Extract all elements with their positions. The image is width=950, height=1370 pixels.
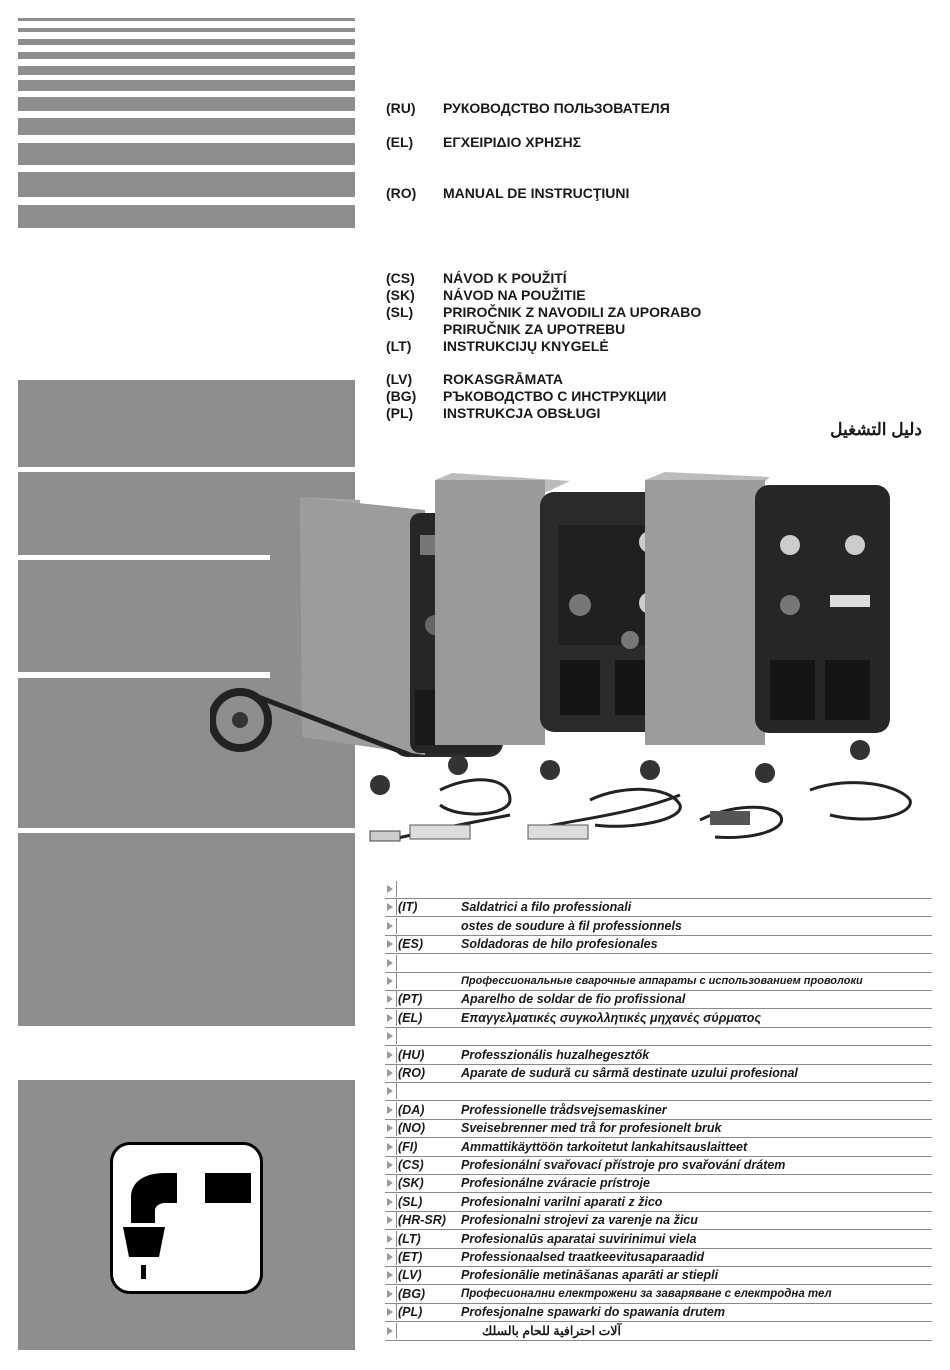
product-row: ostes de soudure à fil professionnels [385,917,932,936]
cover-lang-row: (CS) NÁVOD K POUŽITÍ [386,270,567,286]
stripe [18,80,355,91]
triangle-bullet-icon [387,1271,393,1279]
product-row: (PT) Aparelho de soldar de fio profissional [385,990,932,1009]
triangle-bullet-icon [387,977,393,985]
triangle-bullet-icon [387,1051,393,1059]
triangle-bullet-icon [387,922,393,930]
triangle-bullet-icon [387,1253,393,1261]
stripe [18,39,355,45]
cover-lang-row: PRIRUČNIK ZA UPOTREBU [443,321,626,337]
triangle-bullet-icon [387,885,393,893]
cover-lang-row: (RO) MANUAL DE INSTRUCŢIUNI [386,185,630,201]
product-row: (LV) Profesionālie metināšanas aparāti ar stiepli [385,1266,932,1285]
triangle-bullet-icon [387,1106,393,1114]
product-row: (PL) Profesjonalne spawarki do spawania drutem [385,1303,932,1322]
triangle-bullet-icon [387,1327,393,1335]
product-row: Профессиональные сварочные аппараты с использованием проволоки [385,972,932,991]
triangle-bullet-icon [387,1087,393,1095]
triangle-bullet-icon [387,959,393,967]
triangle-bullet-icon [387,1143,393,1151]
product-row: (HR-SR) Profesionalni strojevi za varenje na žicu [385,1211,932,1230]
stripe [18,52,355,59]
triangle-bullet-icon [387,1179,393,1187]
product-row: (SK) Profesionálne zváracie prístroje [385,1174,932,1193]
triangle-bullet-icon [387,1069,393,1077]
stripe [18,66,355,75]
cover-lang-row: (BG) РЪКОВОДСТВО С ИНСТРУКЦИИ [386,388,667,404]
gray-block [18,380,355,467]
triangle-bullet-icon [387,995,393,1003]
welder-machine-right [645,472,890,783]
product-row: (ET) Professionaalsed traatkeevitusaparaadid [385,1248,932,1267]
product-row: (HU) Professzionális huzalhegesztők [385,1046,932,1065]
product-row [385,1082,932,1101]
triangle-bullet-icon [387,1198,393,1206]
triangle-bullet-icon [387,1216,393,1224]
product-row: (SL) Profesionalni varilni aparati z žico [385,1193,932,1212]
cover-lang-row: (EL) ΕΓΧΕΙΡΙΔΙΟ ΧΡΗΣΗΣ [386,134,581,150]
product-row: (RO) Aparate de sudură cu sârmă destinate uzului profesional [385,1064,932,1083]
stripe [18,18,355,21]
cover-arabic-title: دليل التشغيل [830,420,922,439]
product-row: (FI) Ammattikäyttöön tarkoitetut lankahitsauslaitteet [385,1138,932,1157]
stripe [18,172,355,197]
product-row: (IT) Saldatrici a filo professionali [385,898,932,917]
stripe [18,118,355,135]
product-row: (CS) Profesionální svařovací přístroje pro svařování drátem [385,1156,932,1175]
cover-lang-row: (RU) РУКОВОДСТВО ПОЛЬЗОВАТЕЛЯ [386,100,670,116]
triangle-bullet-icon [387,1161,393,1169]
triangle-bullet-icon [387,1290,393,1298]
product-row [385,1027,932,1046]
cover-lang-row: (SK) NÁVOD NA POUŽITIE [386,287,586,303]
product-row: (DA) Professionelle trådsvejsemaskiner [385,1101,932,1120]
logo-panel [18,1080,355,1350]
stripe [18,205,355,228]
mig-torch-icon [110,1142,263,1294]
triangle-bullet-icon [387,1308,393,1316]
welding-machines-photo [210,455,950,865]
triangle-bullet-icon [387,1032,393,1040]
triangle-bullet-icon [387,1124,393,1132]
product-row: (EL) Επαγγελματικές συγκολλητικές μηχανές σύρματος [385,1009,932,1028]
product-row: (NO) Sveisebrenner med trå for profesionelt bruk [385,1119,932,1138]
product-row: (LT) Profesionalūs aparatai suvirinimui viela [385,1230,932,1249]
product-row [385,880,932,899]
product-row [385,954,932,973]
triangle-bullet-icon [387,940,393,948]
stripe [18,143,355,165]
stripe [18,97,355,111]
triangle-bullet-icon [387,1235,393,1243]
cover-lang-row: (PL) INSTRUKCJA OBSŁUGI [386,405,601,421]
welder-machine-middle [435,473,680,780]
product-row: (ES) Soldadoras de hilo profesionales [385,935,932,954]
cover-lang-row: (LV) ROKASGRĀMATA [386,371,564,387]
cover-lang-row: (SL) PRIROČNIK Z NAVODILI ZA UPORABO [386,304,702,320]
stripe [18,28,355,32]
triangle-bullet-icon [387,903,393,911]
cover-lang-row: (LT) INSTRUKCIJŲ KNYGELĖ [386,338,609,354]
product-row: (BG) Професионални електрожени за заваряване с електродна тел [385,1285,932,1304]
triangle-bullet-icon [387,1014,393,1022]
product-row: آلات احترافية للحام بالسلك [385,1322,932,1341]
